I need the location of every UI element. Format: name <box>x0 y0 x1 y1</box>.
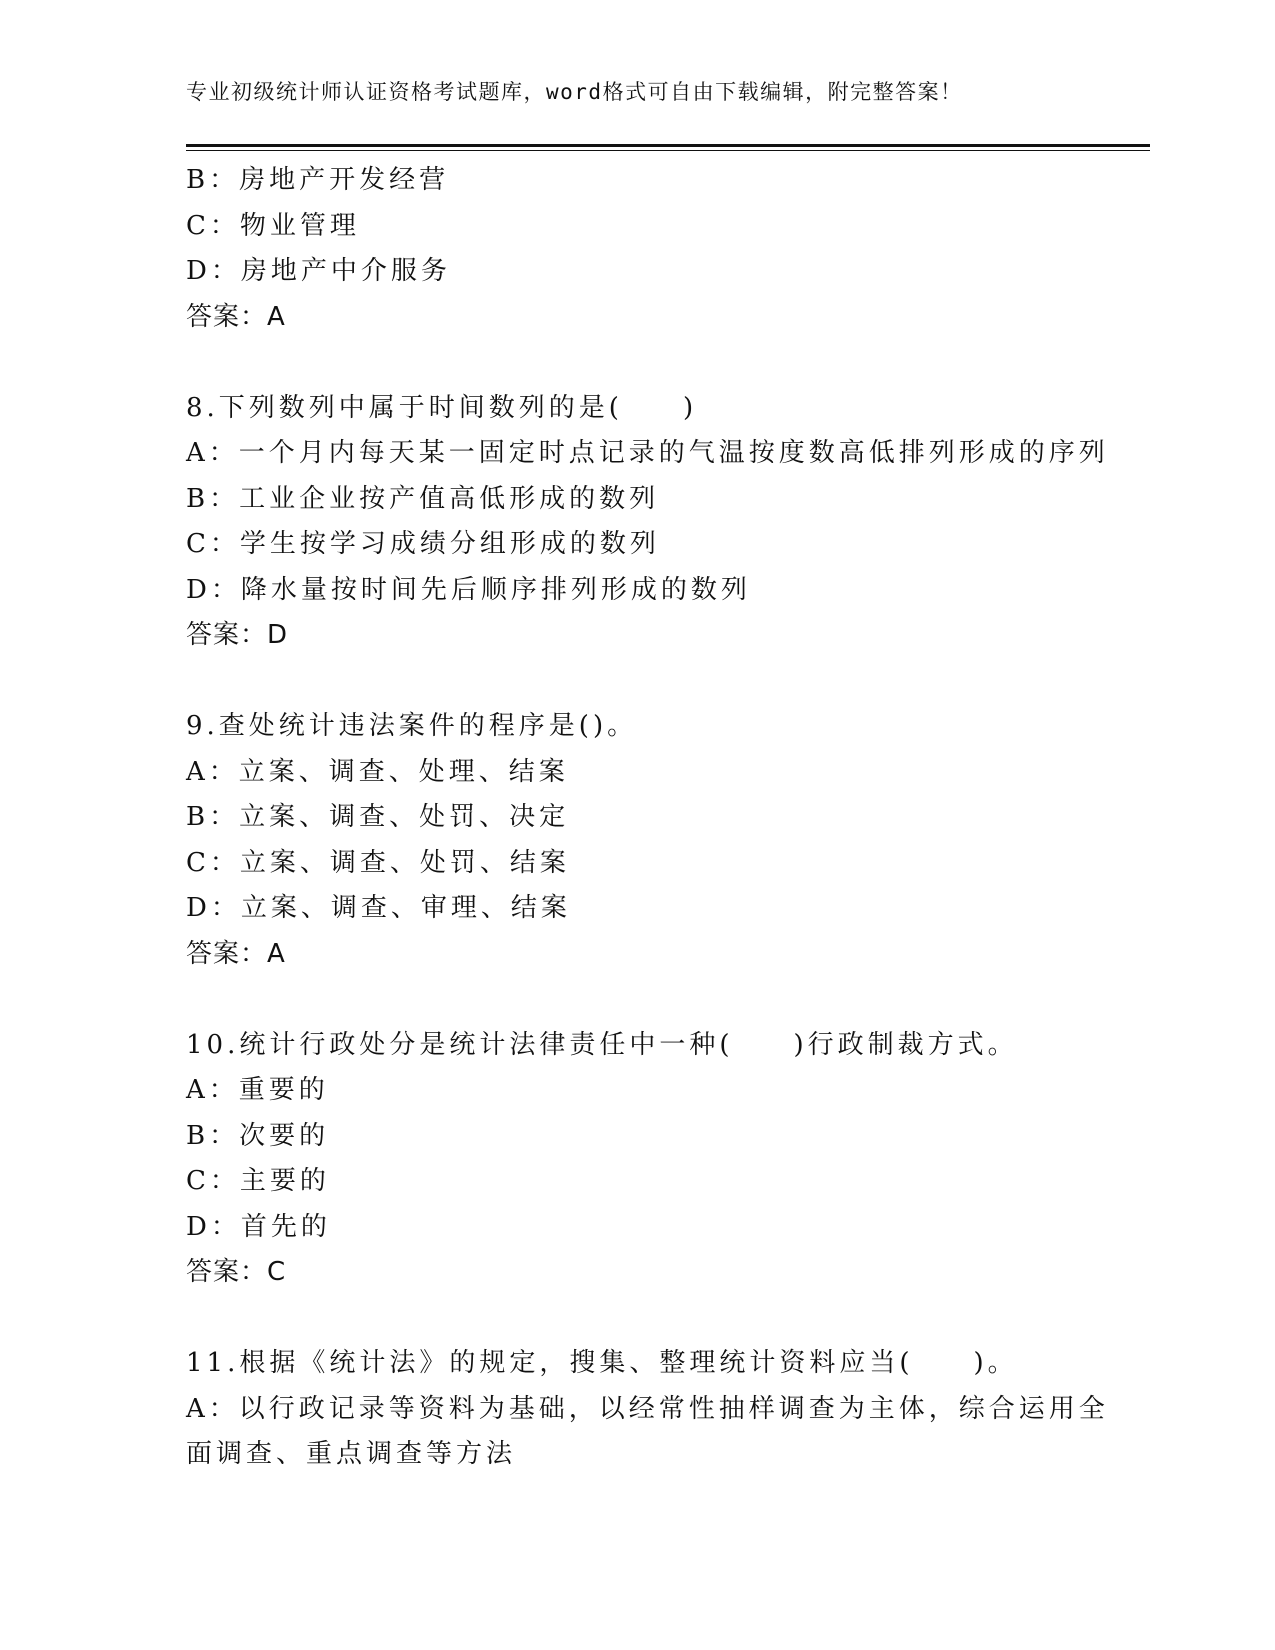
question-stem-9: 9.查处统计违法案件的程序是()。 <box>186 711 638 741</box>
option-a: A：一个月内每天某一固定时点记录的气温按度数高低排列形成的序列 <box>186 438 1109 468</box>
question-stem-11: 11.根据《统计法》的规定，搜集、整理统计资料应当( )。 <box>186 1348 1018 1378</box>
answer-line: 答案：C <box>186 1257 287 1287</box>
question-content <box>186 158 1109 1478</box>
spacer <box>186 1296 1086 1342</box>
spacer <box>186 977 1086 1023</box>
page-header: 专业初级统计师认证资格考试题库，word格式可自由下载编辑，附完整答案！ <box>186 80 963 104</box>
answer-line: 答案：A <box>186 301 286 332</box>
option-b: B：房地产开发经营 <box>186 165 450 195</box>
option-a-continued: 面调查、重点调查等方法 <box>186 1439 517 1469</box>
option-a: A：以行政记录等资料为基础，以经常性抽样调查为主体，综合运用全 <box>186 1393 1109 1424</box>
option-c: C：主要的 <box>186 1166 330 1196</box>
header-rule-thin <box>186 150 1150 151</box>
option-a: A：重要的 <box>186 1075 329 1105</box>
question-stem-8: 8.下列数列中属于时间数列的是( ) <box>186 392 698 423</box>
answer-line: 答案：A <box>186 938 286 969</box>
option-c: C：物业管理 <box>186 210 360 241</box>
question-stem-10: 10.统计行政处分是统计法律责任中一种( )行政制裁方式。 <box>186 1029 1018 1060</box>
spacer <box>186 659 1086 705</box>
spacer <box>186 340 1086 386</box>
option-b: B：工业企业按产值高低形成的数列 <box>186 483 660 514</box>
answer-line: 答案：D <box>186 620 289 650</box>
header-rule-thick <box>186 144 1150 147</box>
option-a: A：立案、调查、处理、结案 <box>186 756 569 787</box>
option-c: C：立案、调查、处罚、结案 <box>186 847 570 878</box>
option-d: D：降水量按时间先后顺序排列形成的数列 <box>186 574 751 605</box>
option-d: D：房地产中介服务 <box>186 256 451 286</box>
option-b: B：次要的 <box>186 1120 330 1151</box>
option-b: B：立案、调查、处罚、决定 <box>186 802 570 832</box>
option-d: D：立案、调查、审理、结案 <box>186 893 571 923</box>
option-c: C：学生按学习成绩分组形成的数列 <box>186 529 660 559</box>
option-d: D：首先的 <box>186 1211 331 1242</box>
